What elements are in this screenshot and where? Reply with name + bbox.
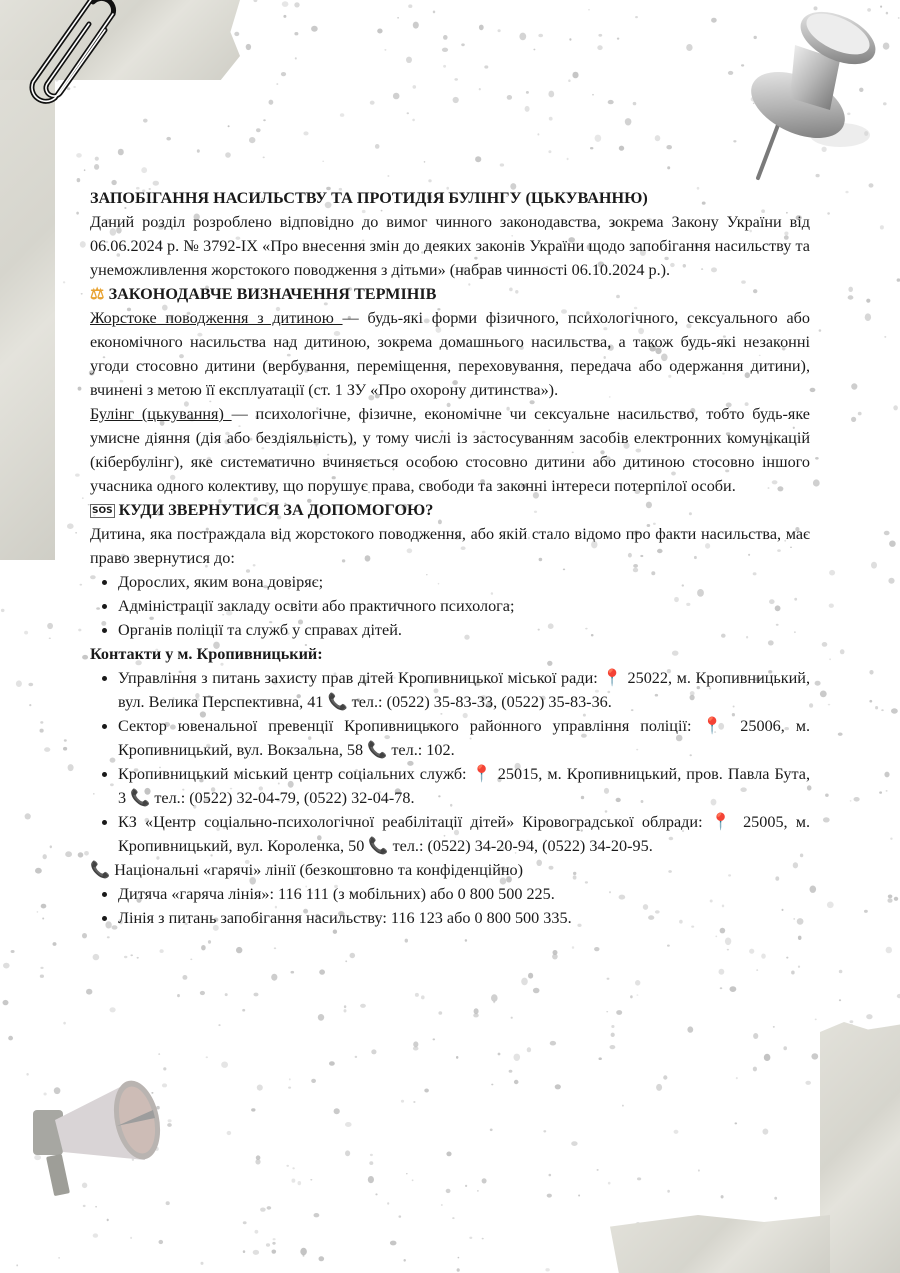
term-child-abuse: Жорстоке поводження з дитиною bbox=[90, 309, 343, 327]
map-pin-icon: 📍 bbox=[471, 765, 493, 783]
list-item: • Дорослих, яким вона довіряє; bbox=[118, 570, 810, 594]
phone-icon: 📞 bbox=[327, 693, 348, 711]
hotlines-heading-text: Національні «гарячі» лінії (безкоштовно та конфіденційно) bbox=[110, 861, 524, 879]
definition-bullying bbox=[90, 402, 810, 498]
contact-name: Управління з питань захисту прав дітей Кропивницької міської ради: bbox=[118, 669, 603, 687]
phone-icon: 📞 bbox=[130, 789, 151, 807]
contact-address: 25005, м. Кропивницький, вул. Короленка, 50 bbox=[118, 813, 810, 855]
help-intro: Дитина, яка постраждала від жорстокого поводження, або якій стало відомо про факти насильства, має право звернутися до: bbox=[90, 525, 810, 567]
section-heading-help-text: КУДИ ЗВЕРНУТИСЯ ЗА ДОПОМОГОЮ? bbox=[118, 501, 434, 519]
pushpin-icon bbox=[720, 0, 880, 185]
map-pin-icon: 📍 bbox=[602, 669, 623, 687]
sos-icon: SOS bbox=[92, 506, 113, 516]
contact-name: КЗ «Центр соціально-психологічної реабілітації дітей» Кіровоградської облради: bbox=[118, 813, 711, 831]
list-item: • Адміністрації закладу освіти або практичного психолога; bbox=[118, 594, 810, 618]
megaphone-icon bbox=[25, 1070, 165, 1200]
section-heading-terms-text: ЗАКОНОДАВЧЕ ВИЗНАЧЕННЯ ТЕРМІНІВ bbox=[108, 285, 437, 303]
hotline-item: • Дитяча «гаряча лінія»: 116 111 (з мобільних) або 0 800 500 225. bbox=[118, 882, 810, 906]
hotline-item: • Лінія з питань запобігання насильству: 116 123 або 0 800 500 335. bbox=[118, 906, 810, 930]
contact-address: 25022, м. Кропивницький, вул. Велика Перспективна, 41 bbox=[118, 669, 811, 711]
paperclip-icon bbox=[25, 0, 125, 125]
contact-phones: тел.: (0522) 34-20-94, (0522) 34-20-95. bbox=[388, 837, 653, 855]
intro-paragraph: Даний розділ розроблено відповідно до вимог чинного законодавства, зокрема Закону України від 06.06.2024 р. № 3792-IX «Про внесення змін до деяких законів України щодо запобігання насильству та унеможливлення жорстокого поводження з дітьми» (набрав чинності 06.10.2024 р.). bbox=[90, 213, 810, 279]
map-pin-icon: 📍 bbox=[702, 717, 730, 735]
contacts-list bbox=[90, 666, 810, 858]
contacts-heading: Контакти у м. Кропивницький: bbox=[90, 645, 323, 663]
contact-item bbox=[118, 714, 810, 762]
page-title: ЗАПОБІГАННЯ НАСИЛЬСТВУ ТА ПРОТИДІЯ БУЛІНГУ (ЦЬКУВАННЮ) bbox=[90, 189, 648, 207]
hotlines-heading bbox=[90, 858, 810, 882]
contact-name: Кропивницький міський центр соціальних служб: bbox=[118, 765, 472, 783]
phone-icon: 📞 bbox=[367, 741, 388, 759]
phone-icon: 📞 bbox=[368, 837, 389, 855]
term-bullying: Булінг (цькування) bbox=[90, 405, 232, 423]
section-heading-terms bbox=[90, 282, 810, 306]
tape-bottom-right-vertical bbox=[820, 1022, 900, 1273]
tape-bottom-right-horizontal bbox=[610, 1215, 830, 1273]
definition-bullying-text: — психологічне, фізичне, економічне чи сексуальне насильство, тобто будь-яке умисне діяння (дія або бездіяльність), у тому числі із застосуванням засобів електронних комунікацій (кібербулінг), яке систематично вчиняється особою стосовно дитини або дитиною стосовно іншого учасника одного колективу, що порушує права, свободи та законні інтереси потерпілої особи. bbox=[90, 405, 810, 495]
hotlines-list bbox=[90, 882, 810, 930]
list-item: • Органів поліції та служб у справах дітей. bbox=[118, 618, 810, 642]
phone-icon: 📞 bbox=[90, 861, 111, 879]
contact-address: 25006, м. Кропивницький, вул. Вокзальна, 58 bbox=[118, 717, 810, 759]
section-heading-help bbox=[90, 498, 810, 522]
contact-item bbox=[118, 810, 810, 858]
contact-phones: тел.: (0522) 35-83-33, (0522) 35-83-36. bbox=[347, 693, 612, 711]
definition-child-abuse bbox=[90, 306, 810, 402]
contact-phones: тел.: 102. bbox=[387, 741, 455, 759]
contact-phones: тел.: (0522) 32-04-79, (0522) 32-04-78. bbox=[150, 789, 415, 807]
definition-child-abuse-text: — будь-які форми фізичного, психологічного, сексуального або економічного насильства над дитиною, зокрема домашнього насильства, а також будь-які незаконні угоди стосовно дитини (вербування, переміщення, переховування, передача або одержання дитини), вчинені з метою її експлуатації (ст. 1 ЗУ «Про охорону дитинства»). bbox=[90, 309, 810, 399]
contact-name: Сектор ювенальної превенції Кропивницького районного управління поліції: bbox=[118, 717, 703, 735]
scales-icon: ⚖ bbox=[90, 285, 105, 303]
map-pin-icon: 📍 bbox=[710, 813, 735, 831]
contact-item bbox=[118, 762, 810, 810]
contact-address: 25015, м. Кропивницький, пров. Павла Бута, 3 bbox=[118, 765, 810, 807]
contact-item bbox=[118, 666, 810, 714]
help-options-list bbox=[90, 570, 810, 642]
document-body bbox=[90, 186, 810, 930]
